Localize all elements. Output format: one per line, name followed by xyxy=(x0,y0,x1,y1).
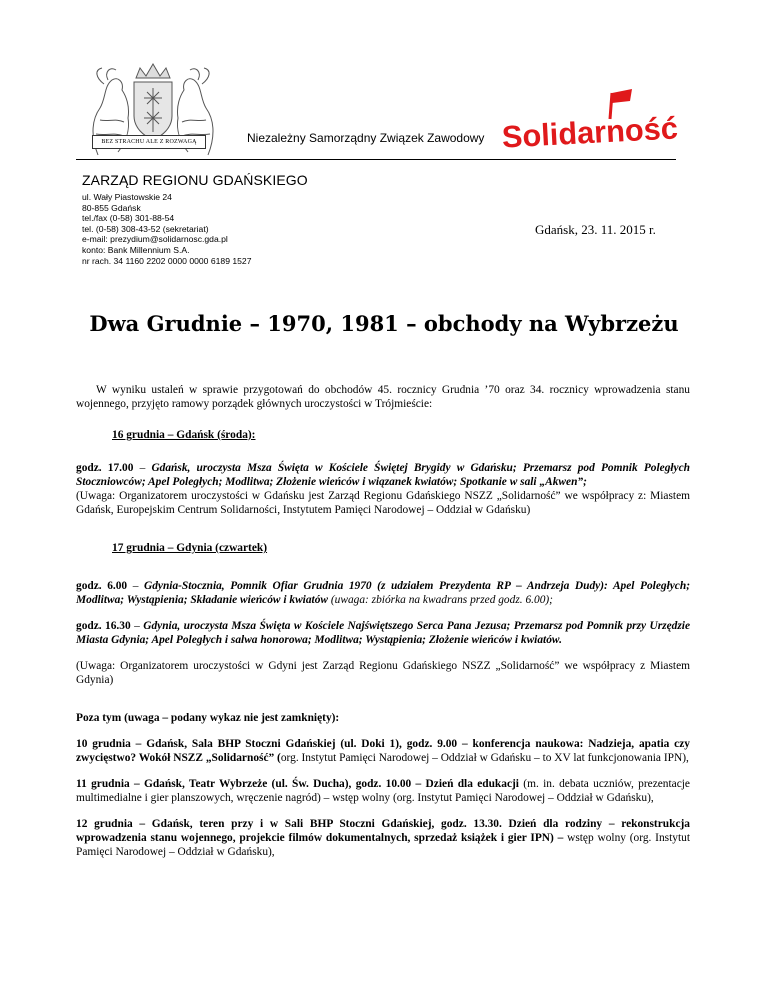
crest-motto: BEZ STRACHU ALE Z ROZWAGĄ xyxy=(92,135,206,149)
address-line: tel. (0-58) 308-43-52 (sekretariat) xyxy=(82,223,209,234)
day1-event: godz. 17.00 – Gdańsk, uroczysta Msza Święta w Kościele Świętej Brygidy w Gdańsku; Przemarsz pod Pomnik Poległych Stoczniowców; Apel Poległych; Modlitwa; Złożenie wieńców i wiązanek kwiatów; Spotkanie w sali „Akwen”; xyxy=(76,462,691,488)
day2-note: (Uwaga: Organizatorem uroczystości w Gdyni jest Zarząd Regionu Gdańskiego NSZZ „Solidarność” we współpracy z Miastem Gdynia) xyxy=(76,660,690,686)
address-line: e-mail: prezydium@solidarnosc.gda.pl xyxy=(82,234,228,245)
gdansk-coat-of-arms-icon xyxy=(78,60,228,165)
solidarnosc-logo xyxy=(500,85,680,157)
address-block xyxy=(82,192,251,266)
other-event: 11 grudnia – Gdańsk, Teatr Wybrzeże (ul. Św. Ducha), godz. 10.00 – Dzień dla edukacji (m. in. debata uczniów, prezentacje multimedialne i gier planszowych, wręczenie nagród) – wstęp wolny (org. Instytut Pamięci Narodowej – Oddział w Gdańsku), xyxy=(76,778,690,804)
document-body xyxy=(76,383,690,859)
date-place: Gdańsk, 23. 11. 2015 r. xyxy=(535,222,656,237)
other-events-heading: Poza tym (uwaga – podany wykaz nie jest zamknięty): xyxy=(76,712,340,724)
address-line: 80-855 Gdańsk xyxy=(82,202,141,213)
address-line: nr rach. 34 1160 2202 0000 0000 6189 1527 xyxy=(82,255,252,266)
intro-paragraph: W wyniku ustaleń w sprawie przygotowań do obchodów 45. rocznicy Grudnia ’70 oraz 34. rocznicy wprowadzenia stanu wojennego, przyjęto ramowy porządek głównych uroczystości w Trójmieście: xyxy=(76,384,690,410)
address-line: tel./fax (0-58) 301-88-54 xyxy=(82,213,175,224)
other-event: 12 grudnia – Gdańsk, teren przy i w Sali BHP Stoczni Gdańskiej, godz. 13.30. Dzień dla rodziny – rekonstrukcja wprowadzenia stanu wojennego, projekcie filmów dokumentalnych, sprzedaż książek i gier IPN) – wstęp wolny (org. Instytut Pamięci Narodowej – Oddział w Gdańsku), xyxy=(76,818,690,858)
day2-event1: godz. 6.00 – Gdynia-Stocznia, Pomnik Ofiar Grudnia 1970 (z udziałem Prezydenta RP – Andrzeja Dudy): Apel Poległych; Modlitwa; Wystąpienia; Składanie wieńców i kwiatów (uwaga: zbiórka na kwadrans przed godz. 6.00); xyxy=(76,580,690,606)
union-name: Niezależny Samorządny Związek Zawodowy xyxy=(247,131,485,145)
day2-heading: 17 grudnia – Gdynia (czwartek) xyxy=(112,542,268,554)
document-title: Dwa Grudnie – 1970, 1981 – obchody na Wybrzeżu xyxy=(89,311,679,336)
other-event: 10 grudnia – Gdańsk, Sala BHP Stoczni Gdańskiej (ul. Doki 1), godz. 9.00 – konferencja naukowa: Nadzieja, apatia czy zwycięstwo? Wokół NSZZ „Solidarność” (org. Instytut Pamięci Narodowej – Oddział w Gdańsku – to XV lat funkcjonowania IPN), xyxy=(76,738,690,764)
header-divider xyxy=(76,159,676,160)
day1-heading: 16 grudnia – Gdańsk (środa): xyxy=(112,429,256,441)
day1-note: (Uwaga: Organizatorem uroczystości w Gdańsku jest Zarząd Regionu Gdańskiego NSZZ „Solidarność” we współpracy z: Miastem Gdańsk, Europejskim Centrum Solidarności, Instytutem Pamięci Narodowej – Oddział w Gdańsku) xyxy=(76,490,690,516)
logo-wordmark: Solidarność xyxy=(501,110,680,155)
day2-event2: godz. 16.30 – Gdynia, uroczysta Msza Święta w Kościele Najświętszego Serca Pana Jezusa; Przemarsz pod Pomnik przy Urzędzie Miasta Gdynia; Apel Poległych i salwa honorowa; Modlitwa; Wystąpienia; Złożenie wieńców i kwiatów. xyxy=(76,620,691,646)
address-line: ul. Wały Piastowskie 24 xyxy=(82,192,172,202)
board-title: ZARZĄD REGIONU GDAŃSKIEGO xyxy=(82,172,308,188)
address-line: konto: Bank Millennium S.A. xyxy=(82,244,190,255)
